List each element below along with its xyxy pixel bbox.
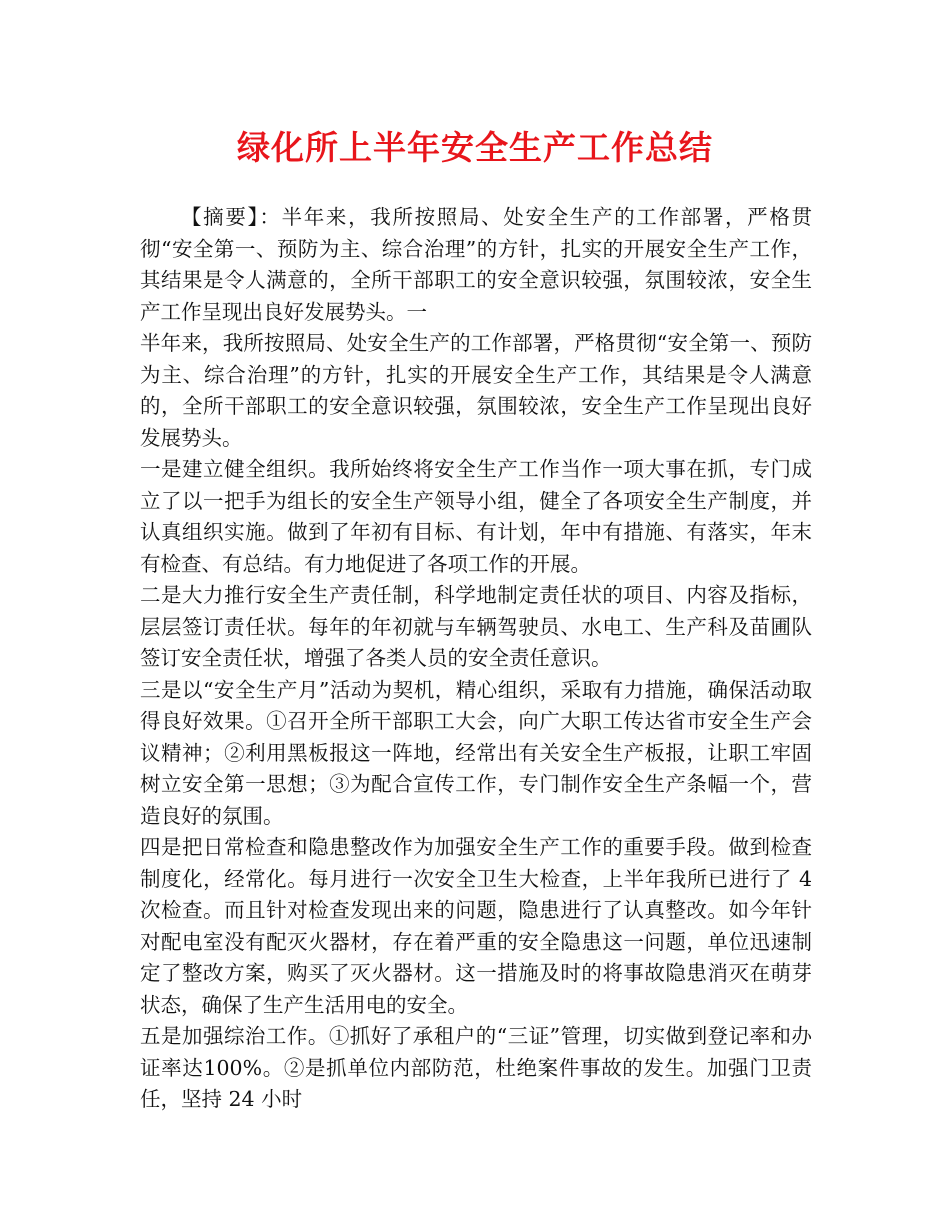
abstract-paragraph: 【摘要】：半年来，我所按照局、处安全生产的工作部署，严格贯彻“安全第一、预防为主、综合治理”的方针，扎实的开展安全生产工作，其结果是令人满意的，全所干部职工的安全意识较强，氛围较浓，安全生产工作呈现出良好发展势头。一 [140, 205, 812, 324]
document-title: 绿化所上半年安全生产工作总结 [237, 128, 713, 167]
body-paragraph-2: 二是大力推行安全生产责任制，科学地制定责任状的项目、内容及指标，层层签订责任状。每年的年初就与车辆驾驶员、水电工、生产科及苗圃队签订安全责任状，增强了各类人员的安全责任意识。 [140, 583, 812, 670]
document-body [140, 202, 812, 1116]
body-paragraph-3: 三是以“安全生产月”活动为契机，精心组织，采取有力措施，确保活动取得良好效果。①召开全所干部职工大会，向广大职工传达省市安全生产会议精神；②利用黑板报这一阵地，经常出有关安全生产板报，让职工牢固树立安全第一思想；③为配合宣传工作，专门制作安全生产条幅一个，营造良好的氛围。 [140, 677, 812, 828]
body-paragraph-4: 四是把日常检查和隐患整改作为加强安全生产工作的重要手段。做到检查制度化，经常化。每月进行一次安全卫生大检查，上半年我所已进行了 4 次检查。而且针对检查发现出来的问题，隐患进行了认真整改。如今年针对配电室没有配灭火器材，存在着严重的安全隐患这一问题，单位迅速制定了整改方案，购买了灭火器材。这一措施及时的将事故隐患消灭在萌芽状态，确保了生产生活用电的安全。 [140, 835, 812, 1017]
body-paragraph-intro: 半年来，我所按照局、处安全生产的工作部署，严格贯彻“安全第一、预防为主、综合治理”的方针，扎实的开展安全生产工作，其结果是令人满意的，全所干部职工的安全意识较强，氛围较浓，安全生产工作呈现出良好发展势头。 [140, 331, 812, 450]
body-paragraph-1: 一是建立健全组织。我所始终将安全生产工作当作一项大事在抓，专门成立了以一把手为组长的安全生产领导小组，健全了各项安全生产制度，并认真组织实施。做到了年初有目标、有计划，年中有措施、有落实，年末有检查、有总结。有力地促进了各项工作的开展。 [140, 457, 812, 576]
body-paragraph-5: 五是加强综治工作。①抓好了承租户的“三证”管理，切实做到登记率和办证率达100%。②是抓单位内部防范，杜绝案件事故的发生。加强门卫责任，坚持 24 小时 [140, 1024, 812, 1111]
